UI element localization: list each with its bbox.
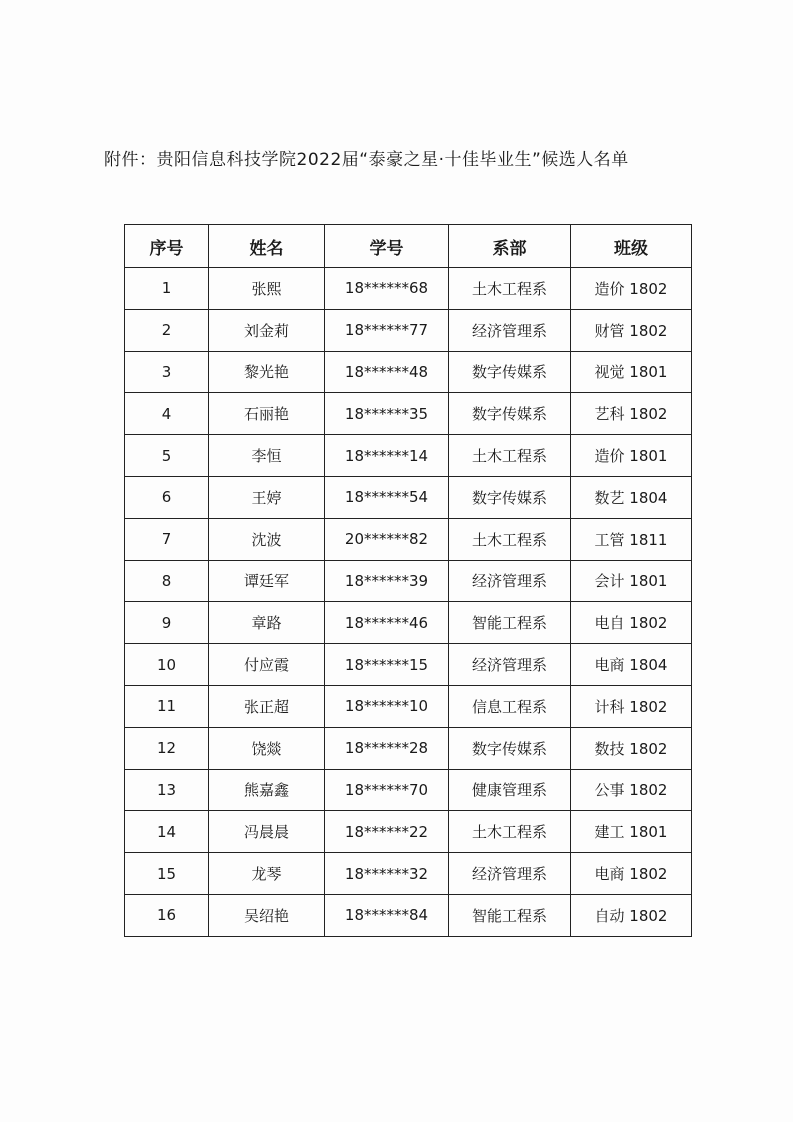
table-row bbox=[125, 811, 692, 853]
cell-name: 石丽艳 bbox=[209, 393, 325, 435]
cell-no: 5 bbox=[125, 435, 209, 477]
cell-department: 智能工程系 bbox=[449, 894, 571, 936]
cell-student-id: 18******22 bbox=[325, 811, 449, 853]
table-row bbox=[125, 393, 692, 435]
cell-department: 数字传媒系 bbox=[449, 351, 571, 393]
cell-name: 黎光艳 bbox=[209, 351, 325, 393]
cell-no: 7 bbox=[125, 518, 209, 560]
cell-student-id: 18******54 bbox=[325, 476, 449, 518]
cell-no: 11 bbox=[125, 685, 209, 727]
cell-class: 工管 1811 bbox=[571, 518, 692, 560]
cell-no: 16 bbox=[125, 894, 209, 936]
table-row bbox=[125, 309, 692, 351]
cell-name: 冯晨晨 bbox=[209, 811, 325, 853]
candidate-table bbox=[124, 224, 692, 937]
header-no: 序号 bbox=[125, 225, 209, 268]
cell-class: 造价 1801 bbox=[571, 435, 692, 477]
cell-name: 饶燚 bbox=[209, 727, 325, 769]
cell-student-id: 18******32 bbox=[325, 853, 449, 895]
cell-no: 10 bbox=[125, 644, 209, 686]
cell-no: 3 bbox=[125, 351, 209, 393]
table-row bbox=[125, 853, 692, 895]
cell-class: 建工 1801 bbox=[571, 811, 692, 853]
table-header-row bbox=[125, 225, 692, 268]
cell-student-id: 18******70 bbox=[325, 769, 449, 811]
cell-no: 9 bbox=[125, 602, 209, 644]
cell-name: 吴绍艳 bbox=[209, 894, 325, 936]
cell-student-id: 18******28 bbox=[325, 727, 449, 769]
table-row bbox=[125, 560, 692, 602]
cell-no: 12 bbox=[125, 727, 209, 769]
table-row bbox=[125, 518, 692, 560]
cell-no: 8 bbox=[125, 560, 209, 602]
cell-name: 龙琴 bbox=[209, 853, 325, 895]
cell-class: 视觉 1801 bbox=[571, 351, 692, 393]
table-row bbox=[125, 727, 692, 769]
cell-name: 章路 bbox=[209, 602, 325, 644]
cell-class: 电自 1802 bbox=[571, 602, 692, 644]
cell-class: 计科 1802 bbox=[571, 685, 692, 727]
table-row bbox=[125, 476, 692, 518]
cell-name: 张正超 bbox=[209, 685, 325, 727]
cell-department: 信息工程系 bbox=[449, 685, 571, 727]
cell-department: 土木工程系 bbox=[449, 518, 571, 560]
cell-student-id: 18******14 bbox=[325, 435, 449, 477]
table-row bbox=[125, 644, 692, 686]
cell-department: 数字传媒系 bbox=[449, 476, 571, 518]
cell-student-id: 18******77 bbox=[325, 309, 449, 351]
table-row bbox=[125, 894, 692, 936]
cell-no: 1 bbox=[125, 268, 209, 310]
cell-student-id: 18******39 bbox=[325, 560, 449, 602]
header-department: 系部 bbox=[449, 225, 571, 268]
cell-name: 李恒 bbox=[209, 435, 325, 477]
cell-class: 电商 1802 bbox=[571, 853, 692, 895]
cell-name: 谭廷军 bbox=[209, 560, 325, 602]
table-row bbox=[125, 602, 692, 644]
cell-no: 2 bbox=[125, 309, 209, 351]
table-body bbox=[125, 268, 692, 937]
cell-student-id: 18******84 bbox=[325, 894, 449, 936]
cell-name: 王婷 bbox=[209, 476, 325, 518]
cell-department: 数字传媒系 bbox=[449, 727, 571, 769]
cell-name: 付应霞 bbox=[209, 644, 325, 686]
cell-department: 经济管理系 bbox=[449, 853, 571, 895]
cell-student-id: 18******68 bbox=[325, 268, 449, 310]
header-class: 班级 bbox=[571, 225, 692, 268]
cell-name: 张熙 bbox=[209, 268, 325, 310]
cell-class: 自动 1802 bbox=[571, 894, 692, 936]
table-row bbox=[125, 351, 692, 393]
cell-student-id: 18******48 bbox=[325, 351, 449, 393]
cell-no: 13 bbox=[125, 769, 209, 811]
cell-student-id: 18******46 bbox=[325, 602, 449, 644]
cell-no: 6 bbox=[125, 476, 209, 518]
cell-class: 数艺 1804 bbox=[571, 476, 692, 518]
cell-class: 造价 1802 bbox=[571, 268, 692, 310]
cell-class: 艺科 1802 bbox=[571, 393, 692, 435]
cell-department: 土木工程系 bbox=[449, 268, 571, 310]
table-row bbox=[125, 435, 692, 477]
cell-name: 熊嘉鑫 bbox=[209, 769, 325, 811]
cell-class: 公事 1802 bbox=[571, 769, 692, 811]
cell-department: 经济管理系 bbox=[449, 644, 571, 686]
cell-class: 财管 1802 bbox=[571, 309, 692, 351]
cell-name: 沈波 bbox=[209, 518, 325, 560]
cell-department: 经济管理系 bbox=[449, 560, 571, 602]
cell-no: 15 bbox=[125, 853, 209, 895]
header-student-id: 学号 bbox=[325, 225, 449, 268]
table-row bbox=[125, 769, 692, 811]
table-row bbox=[125, 268, 692, 310]
cell-student-id: 18******10 bbox=[325, 685, 449, 727]
cell-student-id: 18******15 bbox=[325, 644, 449, 686]
table-row bbox=[125, 685, 692, 727]
cell-class: 会计 1801 bbox=[571, 560, 692, 602]
document-title: 附件：贵阳信息科技学院2022届“泰豪之星·十佳毕业生”候选人名单 bbox=[104, 150, 629, 170]
cell-no: 4 bbox=[125, 393, 209, 435]
header-name: 姓名 bbox=[209, 225, 325, 268]
cell-class: 电商 1804 bbox=[571, 644, 692, 686]
cell-no: 14 bbox=[125, 811, 209, 853]
cell-department: 数字传媒系 bbox=[449, 393, 571, 435]
cell-student-id: 20******82 bbox=[325, 518, 449, 560]
cell-class: 数技 1802 bbox=[571, 727, 692, 769]
cell-department: 土木工程系 bbox=[449, 811, 571, 853]
cell-department: 土木工程系 bbox=[449, 435, 571, 477]
cell-department: 智能工程系 bbox=[449, 602, 571, 644]
cell-department: 健康管理系 bbox=[449, 769, 571, 811]
cell-department: 经济管理系 bbox=[449, 309, 571, 351]
cell-student-id: 18******35 bbox=[325, 393, 449, 435]
cell-name: 刘金莉 bbox=[209, 309, 325, 351]
